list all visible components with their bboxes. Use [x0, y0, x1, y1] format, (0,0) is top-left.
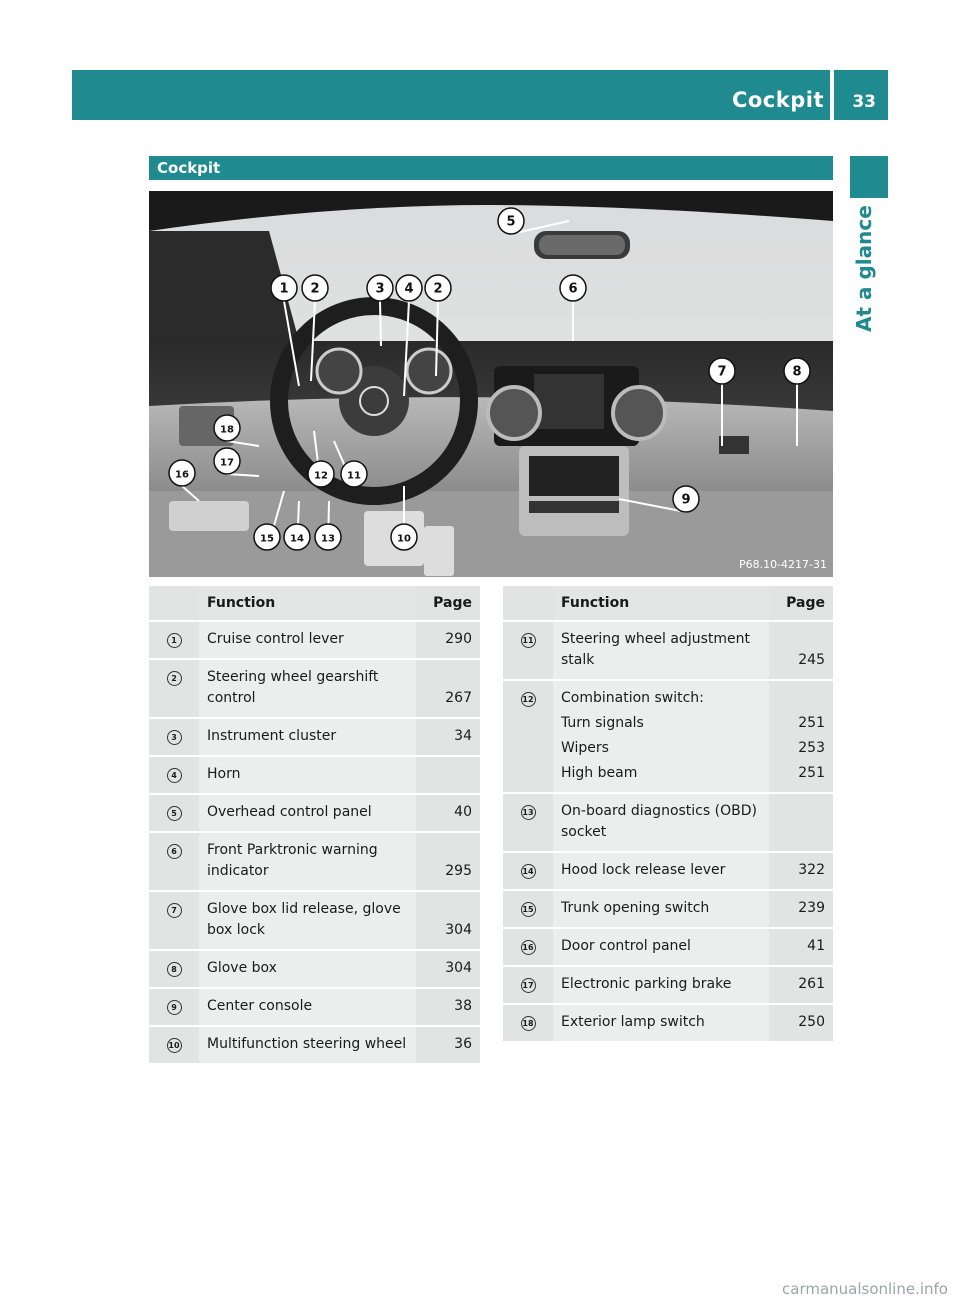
table-row — [149, 718, 480, 756]
table-row — [503, 1004, 833, 1042]
item-number — [149, 891, 199, 950]
item-number — [503, 621, 553, 680]
item-page — [416, 718, 480, 756]
table-row — [149, 659, 480, 718]
item-function — [199, 718, 416, 756]
callout-label: 18 — [220, 424, 234, 436]
item-page — [769, 890, 833, 928]
item-number — [503, 1004, 553, 1042]
callout-label: 6 — [568, 281, 578, 297]
table-row — [149, 891, 480, 950]
item-page — [769, 680, 833, 793]
item-function — [199, 950, 416, 988]
item-function — [553, 928, 769, 966]
table-row — [503, 928, 833, 966]
circled-number-icon: 11 — [521, 633, 536, 648]
table-row — [149, 1026, 480, 1064]
item-page — [416, 988, 480, 1026]
page-reference[interactable]: 290 — [445, 631, 472, 647]
item-page — [416, 659, 480, 718]
item-page — [416, 950, 480, 988]
function-label: Steering wheel adjustment stalk — [561, 631, 750, 668]
page-reference[interactable]: 295 — [445, 863, 472, 879]
function-label: Horn — [207, 766, 241, 782]
circled-number-icon: 16 — [521, 940, 536, 955]
cockpit-photo — [149, 191, 833, 577]
item-function — [553, 793, 769, 852]
page-reference[interactable]: 38 — [454, 998, 472, 1014]
callout-label: 2 — [433, 281, 443, 297]
callout-label: 3 — [375, 281, 385, 297]
callout-label: 2 — [310, 281, 320, 297]
item-number — [149, 1026, 199, 1064]
sub-item-label: High beam — [561, 765, 638, 781]
item-function — [199, 988, 416, 1026]
item-number — [503, 966, 553, 1004]
circled-number-icon: 4 — [167, 768, 182, 783]
callout-label: 17 — [220, 457, 234, 469]
page-reference[interactable]: 239 — [798, 900, 825, 916]
circled-number-icon: 6 — [167, 844, 182, 859]
circled-number-icon: 8 — [167, 962, 182, 977]
item-function — [199, 756, 416, 794]
table-header-row — [503, 586, 833, 621]
item-function — [553, 966, 769, 1004]
function-label: Glove box — [207, 960, 277, 976]
item-function — [199, 794, 416, 832]
function-label: Trunk opening switch — [561, 900, 710, 916]
circled-number-icon: 9 — [167, 1000, 182, 1015]
section-header — [149, 156, 833, 180]
page-header: Page — [769, 586, 833, 621]
sub-item-page[interactable]: 251 — [798, 715, 825, 731]
item-function — [553, 1004, 769, 1042]
table-row — [503, 852, 833, 890]
callout-label: 4 — [404, 281, 414, 297]
sub-item-page[interactable]: 253 — [798, 740, 825, 756]
section-title: Cockpit — [157, 159, 221, 177]
callout-leader — [380, 301, 381, 346]
item-function — [199, 891, 416, 950]
circled-number-icon: 18 — [521, 1016, 536, 1031]
table-row — [149, 988, 480, 1026]
function-label: Door control panel — [561, 938, 691, 954]
item-number — [149, 794, 199, 832]
item-page — [416, 621, 480, 659]
page-header: Page — [416, 586, 480, 621]
item-function — [553, 852, 769, 890]
header-title: Cockpit — [731, 88, 824, 112]
table-row — [149, 794, 480, 832]
circled-number-icon: 17 — [521, 978, 536, 993]
page-reference[interactable]: 250 — [798, 1014, 825, 1030]
item-page — [769, 966, 833, 1004]
table-row — [503, 680, 833, 793]
item-function — [553, 890, 769, 928]
item-function — [553, 680, 769, 793]
sub-item-page[interactable]: 251 — [798, 765, 825, 781]
function-label: Hood lock release lever — [561, 862, 726, 878]
item-number — [149, 988, 199, 1026]
page-reference[interactable]: 40 — [454, 804, 472, 820]
callout-label: 13 — [321, 533, 335, 545]
function-label: Exterior lamp switch — [561, 1014, 705, 1030]
callout-label: 9 — [681, 492, 691, 508]
circled-number-icon: 5 — [167, 806, 182, 821]
function-label: Glove box lid release, glove box lock — [207, 901, 401, 938]
callout-label: 5 — [506, 214, 516, 230]
function-label: Steering wheel gearshift control — [207, 669, 379, 706]
item-number — [149, 718, 199, 756]
table-row — [149, 621, 480, 659]
circled-number-icon: 2 — [167, 671, 182, 686]
cockpit-illustration — [149, 191, 833, 577]
callout-label: 7 — [717, 364, 727, 380]
function-header: Function — [199, 586, 416, 621]
page-number: 33 — [852, 92, 876, 112]
callout-label: 14 — [290, 533, 304, 545]
table-row — [149, 832, 480, 891]
item-function — [199, 832, 416, 891]
item-function — [199, 1026, 416, 1064]
page-reference[interactable]: 261 — [798, 976, 825, 992]
page-reference[interactable]: 304 — [445, 960, 472, 976]
page-reference[interactable]: 36 — [454, 1036, 472, 1052]
item-number — [149, 950, 199, 988]
num-header — [503, 586, 553, 621]
item-function — [553, 621, 769, 680]
circled-number-icon: 13 — [521, 805, 536, 820]
callout-label: 16 — [175, 469, 189, 481]
item-function — [199, 621, 416, 659]
item-number — [149, 621, 199, 659]
function-header: Function — [553, 586, 769, 621]
item-page — [416, 832, 480, 891]
item-page — [769, 1004, 833, 1042]
circled-number-icon: 10 — [167, 1038, 182, 1053]
function-label: Overhead control panel — [207, 804, 372, 820]
page-reference[interactable]: 322 — [798, 862, 825, 878]
item-number — [149, 756, 199, 794]
sub-item-label: Wipers — [561, 740, 609, 756]
table-row — [149, 756, 480, 794]
item-page — [769, 793, 833, 852]
callout-label: 15 — [260, 533, 274, 545]
function-label: On-board diagnostics (OBD) socket — [561, 803, 757, 840]
item-number — [503, 793, 553, 852]
circled-number-icon: 3 — [167, 730, 182, 745]
page-header — [72, 70, 888, 120]
function-label: Instrument cluster — [207, 728, 337, 744]
callout-label: 12 — [314, 470, 328, 482]
page-reference[interactable]: 34 — [454, 728, 472, 744]
page-reference[interactable]: 267 — [445, 690, 472, 706]
callout-label: 10 — [397, 533, 411, 545]
item-number — [503, 928, 553, 966]
page-reference[interactable]: 245 — [798, 652, 825, 668]
item-page — [416, 1026, 480, 1064]
table-row — [503, 793, 833, 852]
item-page — [416, 891, 480, 950]
function-label: Center console — [207, 998, 313, 1014]
item-number — [503, 852, 553, 890]
num-header — [149, 586, 199, 621]
item-function — [199, 659, 416, 718]
item-number — [149, 832, 199, 891]
function-label: Electronic parking brake — [561, 976, 732, 992]
item-number — [503, 890, 553, 928]
callout-label: 11 — [347, 470, 361, 482]
circled-number-icon: 12 — [521, 692, 536, 707]
table-row — [503, 621, 833, 680]
header-divider — [830, 70, 834, 120]
table-header-row — [149, 586, 480, 621]
watermark: carmanualsonline.info — [782, 1280, 948, 1298]
side-tab — [850, 156, 888, 198]
function-label: Cruise control lever — [207, 631, 344, 647]
circled-number-icon: 15 — [521, 902, 536, 917]
circled-number-icon: 14 — [521, 864, 536, 879]
page-reference[interactable]: 41 — [807, 938, 825, 954]
table-row — [503, 966, 833, 1004]
circled-number-icon: 1 — [167, 633, 182, 648]
callout-label: 8 — [792, 364, 802, 380]
item-page — [416, 794, 480, 832]
side-tab-label: At a glance — [852, 205, 876, 332]
item-page — [769, 928, 833, 966]
item-number — [503, 680, 553, 793]
item-page — [416, 756, 480, 794]
sub-item-label: Turn signals — [561, 715, 644, 731]
page-reference[interactable]: 304 — [445, 922, 472, 938]
function-label: Combination switch: — [561, 690, 704, 706]
table-row — [149, 950, 480, 988]
function-table-right — [503, 586, 833, 1043]
function-label: Front Parktronic warning indicator — [207, 842, 378, 879]
callout-label: 1 — [279, 281, 289, 297]
table-row — [503, 890, 833, 928]
circled-number-icon: 7 — [167, 903, 182, 918]
item-number — [149, 659, 199, 718]
function-table-left — [149, 586, 480, 1065]
function-label: Multifunction steering wheel — [207, 1036, 407, 1052]
item-page — [769, 621, 833, 680]
figure-reference: P68.10-4217-31 — [738, 558, 827, 571]
item-page — [769, 852, 833, 890]
